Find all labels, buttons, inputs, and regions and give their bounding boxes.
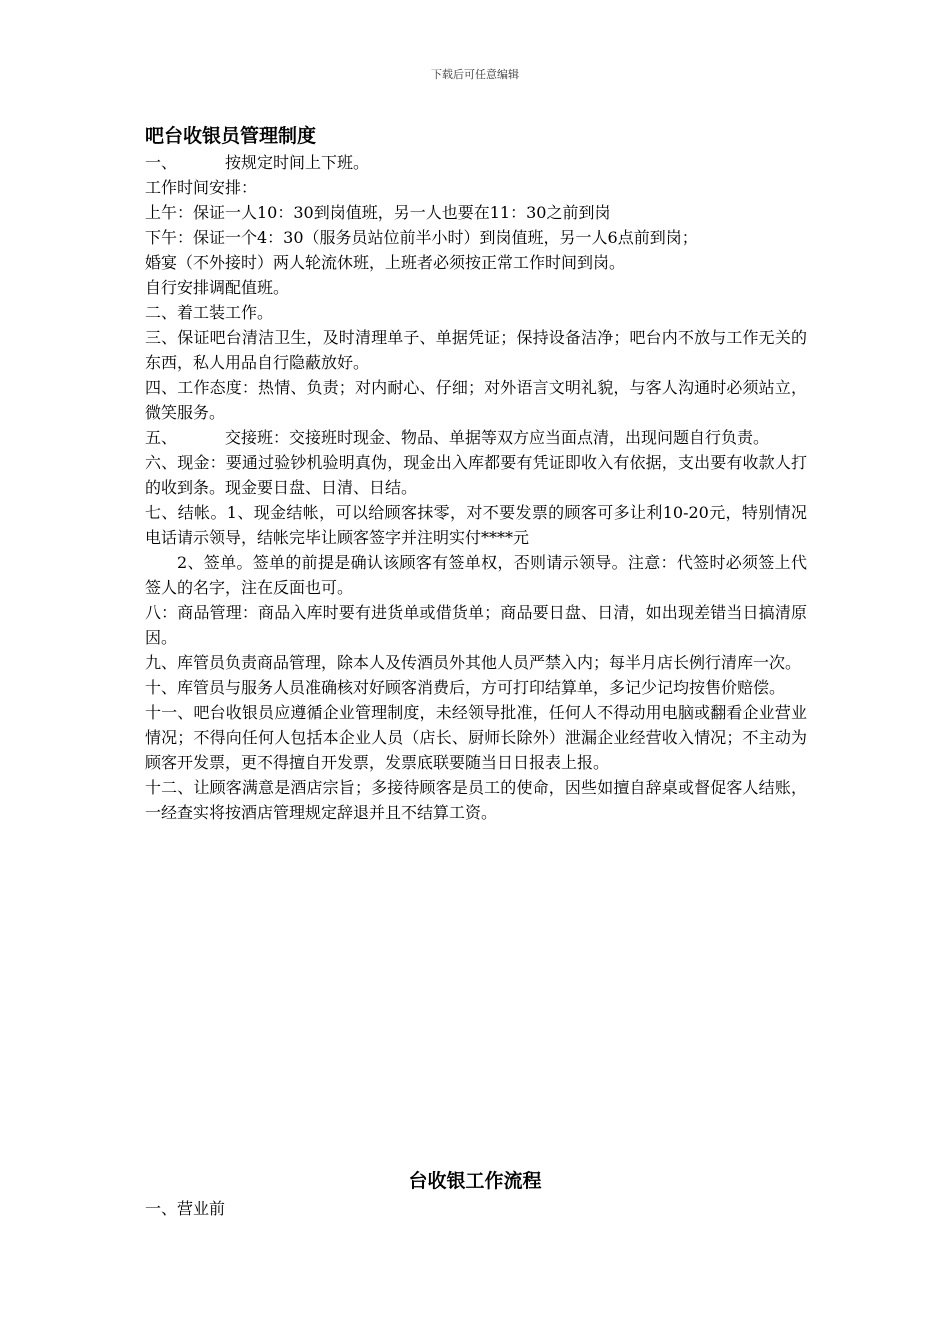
rule-item-4: 四、工作态度：热情、负责；对内耐心、仔细；对外语言文明礼貌，与客人沟通时必须站立，微笑服务。 <box>145 378 807 422</box>
rule-item-10: 十、库管员与服务人员准确核对好顾客消费后，方可打印结算单，多记少记均按售价赔偿。 <box>145 678 786 697</box>
rule-item-7-sub-2: 2、签单。签单的前提是确认该顾客有签单权，否则请示领导。注意：代签时必须签上代签人的名字，注在反面也可。 <box>145 553 807 597</box>
rule-item-6: 六、现金：要通过验钞机验明真伪，现金出入库都要有凭证即收入有依据，支出要有收款人打的收到条。现金要日盘、日清、日结。 <box>145 453 807 497</box>
wedding-schedule: 婚宴（不外接时）两人轮流休班，上班者必须按正常工作时间到岗。 <box>145 253 626 272</box>
morning-schedule: 上午：保证一人10：30到岗值班，另一人也要在11：30之前到岗 <box>145 203 611 222</box>
rule-item-7: 七、结帐。1、现金结帐，可以给顾客抹零，对不要发票的顾客可多让利10-20元，特别情况电话请示领导，结帐完毕让顾客签字并注明实付****元 <box>145 503 807 547</box>
workflow-section-1: 一、营业前 <box>145 1199 226 1218</box>
rule-item-3: 三、保证吧台清洁卫生，及时清理单子、单据凭证；保持设备洁净；吧台内不放与工作无关的东西，私人用品自行隐蔽放好。 <box>145 328 807 372</box>
document-title: 吧台收银员管理制度 <box>145 125 317 147</box>
afternoon-schedule: 下午：保证一个4：30（服务员站位前半小时）到岗值班，另一人6点前到岗； <box>145 228 698 247</box>
workflow-title: 台收银工作流程 <box>408 1170 542 1192</box>
rule-item-5: 五、 交接班：交接班时现金、物品、单据等双方应当面点清，出现问题自行负责。 <box>145 428 770 447</box>
document-section-rules <box>145 122 807 825</box>
self-arrange-note: 自行安排调配值班。 <box>145 278 290 297</box>
rule-item-1: 一、 按规定时间上下班。 <box>145 153 370 172</box>
work-time-label: 工作时间安排： <box>145 178 258 197</box>
rule-item-9: 九、库管员负责商品管理，除本人及传酒员外其他人员严禁入内；每半月店长例行清库一次。 <box>145 653 802 672</box>
page-header-note: 下载后可任意编辑 <box>431 68 519 81</box>
rule-item-2: 二、着工装工作。 <box>145 303 274 322</box>
rule-item-11: 十一、吧台收银员应遵循企业管理制度，未经领导批准，任何人不得动用电脑或翻看企业营业情况；不得向任何人包括本企业人员（店长、厨师长除外）泄漏企业经营收入情况；不主动为顾客开发票，更不得擅自开发票，发票底联要随当日日报表上报。 <box>145 703 807 772</box>
rule-item-12: 十二、让顾客满意是酒店宗旨；多接待顾客是员工的使命，因些如擅自辞桌或督促客人结账，一经查实将按酒店管理规定辞退并且不结算工资。 <box>145 778 807 822</box>
rule-item-8: 八：商品管理：商品入库时要有进货单或借货单；商品要日盘、日清，如出现差错当日搞清原因。 <box>145 603 807 647</box>
